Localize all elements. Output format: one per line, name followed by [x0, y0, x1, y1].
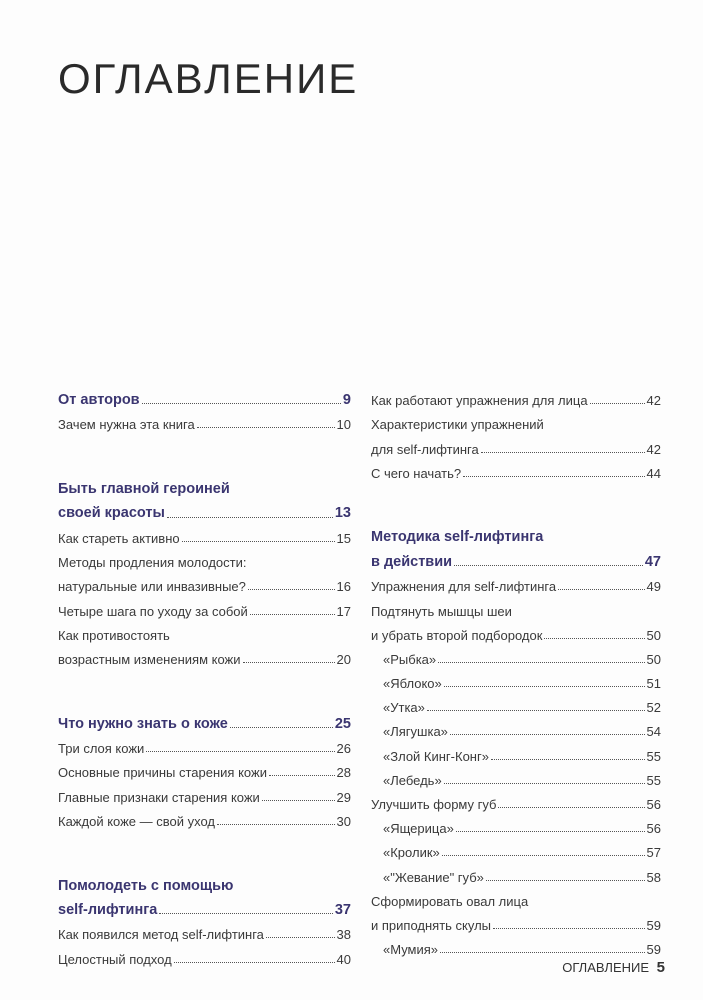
toc-entry-title: и убрать второй подбородок: [371, 627, 543, 643]
section-gap: [371, 480, 661, 521]
toc-page-number: 47: [644, 553, 661, 570]
toc-page-number: 29: [336, 789, 351, 805]
toc-entry-title: «Мумия»: [383, 942, 439, 958]
toc-entry-title: своей красоты: [58, 505, 165, 522]
toc-entry-title: Характеристики упражнений: [371, 417, 544, 433]
toc-left-column: [58, 383, 351, 966]
toc-entry[interactable]: [371, 690, 661, 714]
toc-entry-title: «Рыбка»: [383, 651, 437, 667]
toc-entry[interactable]: [58, 941, 351, 965]
dot-leader: [250, 613, 335, 615]
toc-section-heading[interactable]: [58, 472, 351, 496]
toc-page-number: 55: [646, 748, 661, 764]
toc-page-number: 58: [646, 869, 661, 885]
toc-page-number: 38: [336, 927, 351, 943]
dot-leader: [159, 912, 333, 914]
toc-page-number: 26: [336, 741, 351, 757]
toc-entry[interactable]: [371, 431, 661, 455]
dot-leader: [456, 830, 645, 832]
toc-page-number: 44: [646, 465, 661, 481]
toc-page-number: 28: [336, 765, 351, 781]
section-gap: [58, 666, 351, 707]
dot-leader: [450, 733, 645, 735]
toc-entry-title: «Утка»: [383, 700, 425, 716]
toc-page-number: 40: [336, 951, 351, 967]
dot-leader: [182, 540, 335, 542]
toc-entry-title: Как работают упражнения для лица: [371, 393, 588, 409]
toc-entry-title: Целостный подход: [58, 951, 172, 967]
dot-leader: [174, 961, 335, 963]
toc-page-number: 51: [646, 676, 661, 692]
toc-page-number: 55: [646, 772, 661, 788]
toc-entry-title: для self-лифтинга: [371, 441, 479, 457]
toc-entry[interactable]: [58, 545, 351, 569]
dot-leader: [217, 823, 335, 825]
toc-page-number: 15: [336, 530, 351, 546]
toc-entry-title: натуральные или инвазивные?: [58, 579, 246, 595]
toc-section-heading[interactable]: [58, 707, 351, 731]
toc-entry-title: Подтянуть мышцы шеи: [371, 603, 512, 619]
toc-entry-title: Как противостоять: [58, 627, 170, 643]
toc-right-column: [371, 383, 661, 956]
toc-section-heading[interactable]: [58, 497, 351, 521]
toc-entry[interactable]: [371, 642, 661, 666]
toc-entry[interactable]: [58, 618, 351, 642]
toc-entry[interactable]: [58, 917, 351, 941]
toc-entry-title: Улучшить форму губ: [371, 797, 497, 812]
footer-label: ОГЛАВЛЕНИЕ: [562, 960, 650, 975]
toc-entry-title: Четыре шага по уходу за собой: [58, 603, 248, 619]
toc-entry-title: Сформировать овал лица: [371, 893, 529, 909]
dot-leader: [262, 799, 335, 801]
toc-page-number: 37: [334, 901, 351, 918]
toc-page-number: 10: [336, 417, 351, 433]
toc-entry-title: Основные причины старения кожи: [58, 765, 267, 781]
toc-entry[interactable]: [58, 731, 351, 755]
dot-leader: [558, 588, 644, 590]
toc-entry[interactable]: [371, 932, 661, 956]
toc-entry[interactable]: [58, 779, 351, 803]
toc-entry[interactable]: [371, 738, 661, 762]
dot-leader: [544, 637, 644, 639]
dot-leader: [444, 685, 645, 687]
toc-section-heading[interactable]: [371, 545, 661, 569]
toc-page-number: 17: [336, 603, 351, 619]
toc-entry[interactable]: [371, 763, 661, 787]
toc-section-heading[interactable]: [371, 521, 661, 545]
toc-page-number: 54: [646, 724, 661, 740]
toc-entry[interactable]: [371, 835, 661, 859]
toc-entry-title: и приподнять скулы: [371, 917, 492, 933]
dot-leader: [197, 426, 335, 428]
toc-entry[interactable]: [371, 593, 661, 617]
toc-entry[interactable]: [371, 456, 661, 480]
toc-entry[interactable]: [371, 407, 661, 431]
toc-entry[interactable]: [371, 714, 661, 738]
dot-leader: [590, 402, 645, 404]
toc-entry[interactable]: [371, 884, 661, 908]
toc-entry-title: «Лягушка»: [383, 724, 448, 740]
toc-page-number: 25: [334, 715, 351, 732]
dot-leader: [454, 564, 643, 566]
toc-entry-title: «Злой Кинг-Конг»: [383, 748, 489, 764]
toc-page-number: 49: [646, 579, 661, 595]
toc-page-number: 59: [646, 917, 661, 933]
dot-leader: [463, 475, 644, 477]
toc-entry[interactable]: [371, 811, 661, 835]
toc-page-number: 13: [334, 505, 351, 522]
dot-leader: [442, 854, 645, 856]
toc-entry-title: Методика self-лифтинга: [371, 529, 544, 546]
page-title: ОГЛАВЛЕНИЕ: [58, 55, 359, 102]
toc-entry-title: От авторов: [58, 391, 140, 408]
dot-leader: [146, 750, 334, 752]
toc-section-heading[interactable]: [58, 383, 351, 407]
toc-page-number: 50: [646, 651, 661, 667]
toc-entry[interactable]: [371, 859, 661, 883]
dot-leader: [481, 451, 645, 453]
dot-leader: [269, 774, 335, 776]
toc-page-number: 52: [646, 700, 661, 716]
toc-page-number: 42: [646, 393, 661, 409]
toc-page-number: 56: [646, 821, 661, 837]
toc-entry[interactable]: [371, 666, 661, 690]
dot-leader: [243, 661, 335, 663]
toc-entry[interactable]: [371, 383, 661, 407]
toc-entry[interactable]: [58, 521, 351, 545]
page-footer: [562, 959, 665, 976]
toc-page-number: 20: [336, 651, 351, 667]
dot-leader: [493, 927, 645, 929]
page-number: 5: [656, 959, 665, 976]
toc-page-number: 16: [336, 579, 351, 595]
toc-entry-title: «Ящерица»: [383, 821, 454, 837]
toc-page-number: 9: [342, 391, 351, 408]
toc-entry-title: «"Жевание" губ»: [383, 869, 484, 885]
toc-entry-title: в действии: [371, 553, 453, 570]
toc-entry[interactable]: [371, 618, 661, 642]
toc-section-heading[interactable]: [58, 869, 351, 893]
toc-entry-title: Помолодеть с помощью: [58, 877, 234, 894]
dot-leader: [230, 726, 333, 728]
dot-leader: [440, 951, 645, 953]
toc-entry-title: «Лебедь»: [383, 772, 442, 788]
toc-entry[interactable]: [58, 407, 351, 431]
section-gap: [58, 828, 351, 869]
toc-entry[interactable]: [58, 569, 351, 593]
dot-leader: [427, 709, 645, 711]
toc-entry-title: Зачем нужна эта книга: [58, 417, 195, 433]
toc-entry[interactable]: [371, 908, 661, 932]
toc-page-number: 57: [646, 845, 661, 861]
dot-leader: [486, 879, 645, 881]
toc-entry-title: Упражнения для self-лифтинга: [371, 579, 557, 595]
toc-entry-title: возрастным изменениям кожи: [58, 651, 241, 667]
toc-entry-title: «Кролик»: [383, 845, 440, 861]
toc-page-number: 59: [646, 942, 661, 958]
toc-entry-title: self-лифтинга: [58, 901, 158, 918]
toc-entry[interactable]: [58, 804, 351, 828]
toc-entry[interactable]: [371, 569, 661, 593]
toc-entry[interactable]: [58, 593, 351, 617]
dot-leader: [444, 782, 645, 784]
toc-page-number: 42: [646, 441, 661, 457]
toc-entry-title: Каждой коже — свой уход: [58, 813, 216, 829]
toc-entry-title: «Яблоко»: [383, 676, 442, 692]
section-gap: [58, 431, 351, 472]
toc-entry[interactable]: [58, 642, 351, 666]
toc-entry-title: Три слоя кожи: [58, 741, 145, 757]
toc-page-number: 30: [336, 813, 351, 829]
toc-entry[interactable]: [371, 787, 661, 811]
dot-leader: [438, 661, 644, 663]
toc-entry-title: Как стареть активно: [58, 530, 180, 546]
toc-entry-title: Главные признаки старения кожи: [58, 789, 260, 805]
dot-leader: [498, 806, 644, 808]
toc-entry-title: Быть главной героиней: [58, 481, 230, 498]
dot-leader: [266, 936, 335, 938]
toc-page-number: 56: [646, 797, 661, 812]
dot-leader: [491, 758, 645, 760]
toc-page-number: 50: [646, 627, 661, 643]
toc-entry[interactable]: [58, 755, 351, 779]
dot-leader: [142, 402, 341, 404]
dot-leader: [167, 516, 333, 518]
toc-entry-title: Методы продления молодости:: [58, 555, 247, 571]
toc-section-heading[interactable]: [58, 893, 351, 917]
toc-entry-title: С чего начать?: [371, 465, 462, 481]
toc-entry-title: Как появился метод self-лифтинга: [58, 927, 264, 943]
dot-leader: [248, 588, 335, 590]
toc-entry-title: Что нужно знать о коже: [58, 715, 228, 732]
